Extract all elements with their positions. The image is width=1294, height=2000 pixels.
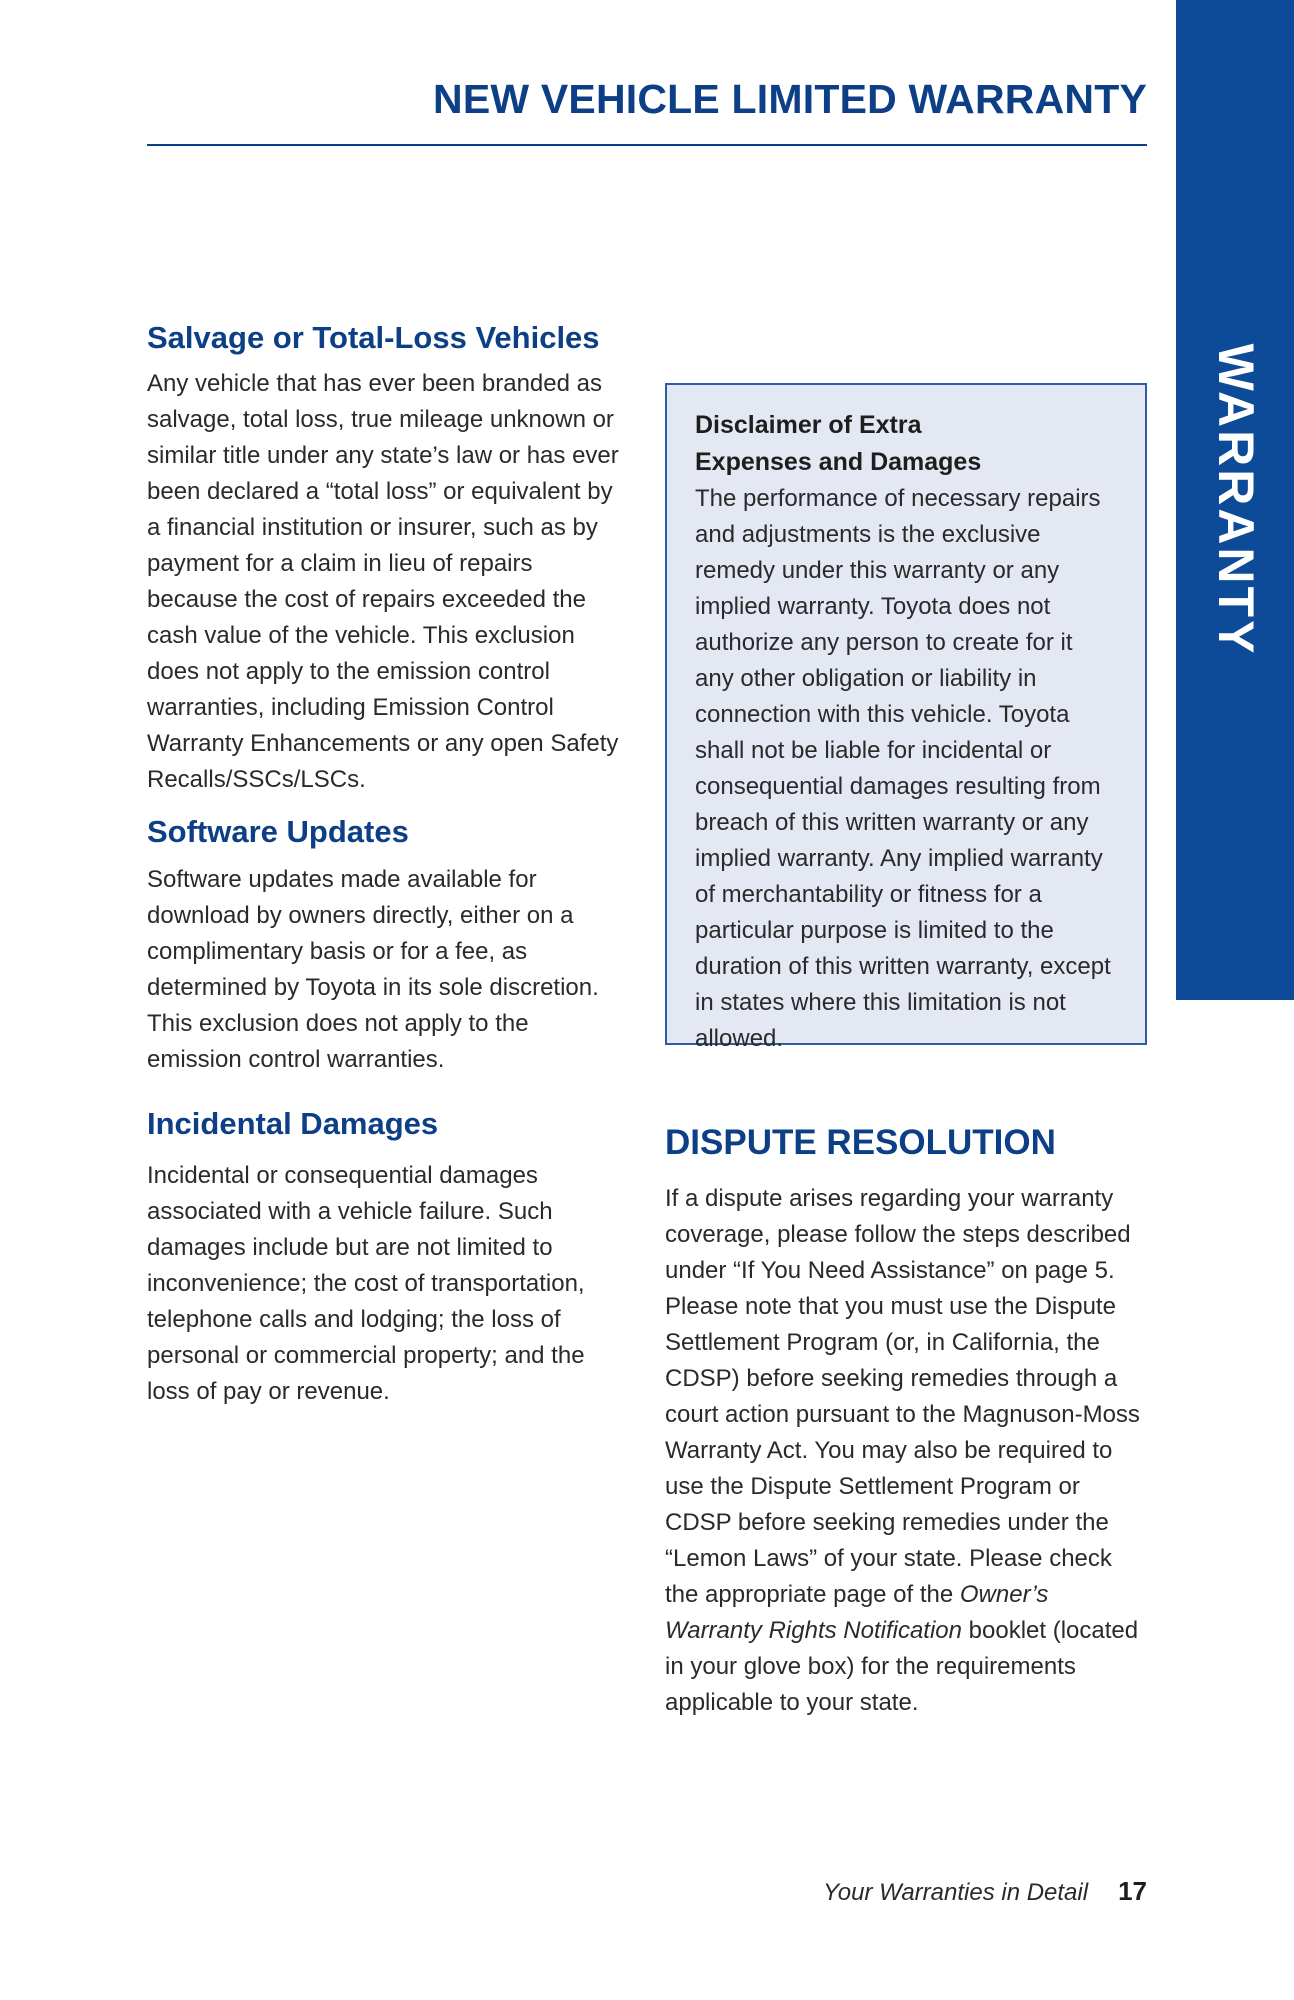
section-software-updates [147,812,627,1078]
incidental-heading: Incidental Damages [147,1106,439,1141]
dispute-body [665,1181,1147,1721]
salvage-body: Any vehicle that has ever been branded as salvage, total loss, true mileage unknown or similar title under any state’s law or has ever been declared a “total loss” or equivalent by a financial institution or insurer, such as by payment for a claim in lieu of repairs because the cost of repairs exceeded the cash value of the vehicle. This exclusion does not apply to the emission control warranties, including Emission Control Warranty Enhancements or any open Safety Recalls/SSCs/LSCs. [147,370,619,793]
header-divider [147,144,1147,146]
disclaimer-title-line-2: Expenses and Damages [695,448,982,476]
section-dispute-resolution [665,1121,1147,1721]
dispute-body-part-2: booklet (located in your glove box) for the requirements applicable to your state. [665,1617,1139,1716]
dispute-heading: DISPUTE RESOLUTION [665,1123,1056,1162]
software-heading: Software Updates [147,814,409,849]
left-column [147,318,627,1410]
software-body: Software updates made available for download by owners directly, either on a complimentary basis or for a fee, as determined by Toyota in its sole discretion. This exclusion does not apply to the emission control warranties. [147,866,599,1073]
disclaimer-box [665,383,1147,1052]
right-column [665,383,1147,1721]
disclaimer-body: The performance of necessary repairs and adjustments is the exclusive remedy under this warranty or any implied warranty. Toyota does not authorize any person to create for it any other obligation or liability in connection with this vehicle. Toyota shall not be liable for incidental or consequential damages resulting from breach of this written warranty or any implied warranty. Any implied warranty of merchantability or fitness for a particular purpose is limited to the duration of this written warranty, except in states where this limitation is not allowed. [695,485,1111,1052]
footer-section-label: Your Warranties in Detail [823,1879,1089,1906]
dispute-body-booklet-title: Owner’s Warranty Rights Notification [665,1581,1049,1644]
page-number: 17 [1118,1876,1147,1906]
side-tab-label: WARRANTY [1208,343,1264,657]
page-title: NEW VEHICLE LIMITED WARRANTY [433,76,1147,122]
section-salvage [147,318,627,798]
page-footer [823,1876,1147,1907]
dispute-body-part-1: If a dispute arises regarding your warranty coverage, please follow the steps described under “If You Need Assistance” on page 5. Please note that you must use the Dispute Settlement Program (or, in California, the CDSP) before seeking remedies through a court action pursuant to the Magnuson-Moss Warranty Act. You may also be required to use the Dispute Settlement Program or CDSP before seeking remedies under the “Lemon Laws” of your state. Please check the appropriate page of the [665,1185,1140,1608]
section-incidental-damages [147,1104,627,1410]
incidental-body: Incidental or consequential damages associated with a vehicle failure. Such damages include but are not limited to inconvenience; the cost of transportation, telephone calls and lodging; the loss of personal or commercial property; and the loss of pay or revenue. [147,1162,585,1405]
salvage-heading: Salvage or Total-Loss Vehicles [147,320,600,355]
disclaimer-title-line-1: Disclaimer of Extra [695,411,922,439]
